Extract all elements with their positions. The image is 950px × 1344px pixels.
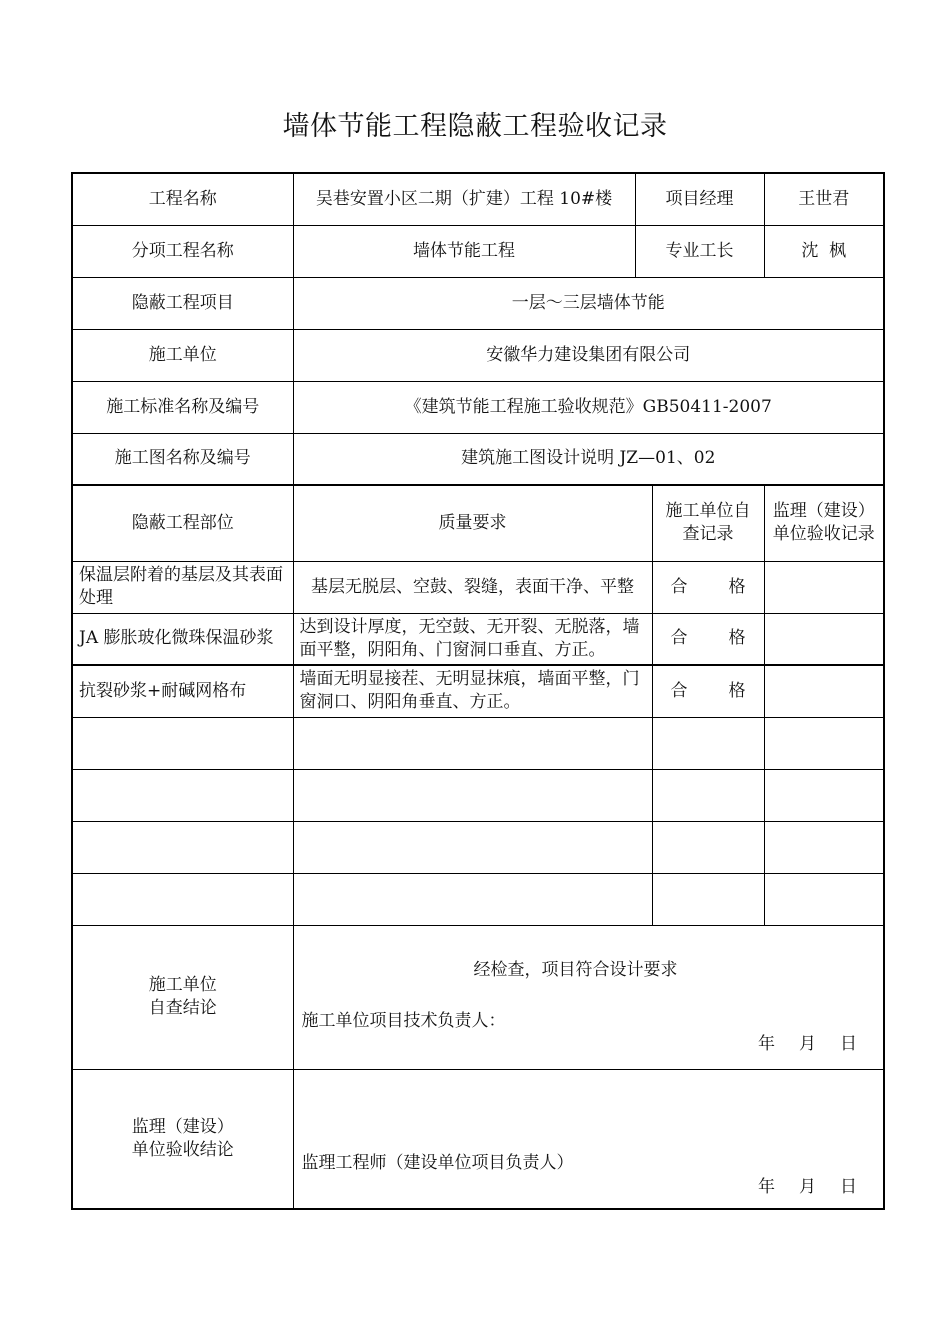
page-title: 墙体节能工程隐蔽工程验收记录	[282, 111, 668, 142]
self-conclusion-statement: 经检查，项目符合设计要求	[473, 960, 678, 980]
row-requirement: 墙面无明显接茬、无明显抹痕，墙面平整，门窗洞口、阴阳角垂直、方正。	[293, 665, 652, 717]
contractor-label: 施工单位	[72, 329, 293, 381]
self-check-char-2: 格	[728, 628, 746, 649]
date-day: 日	[840, 1176, 857, 1197]
empty-row	[72, 873, 884, 925]
row-contractor	[72, 329, 884, 381]
row-concealed-item	[72, 277, 884, 329]
supervision-conclusion-date	[758, 1176, 857, 1199]
self-check-char-1: 合	[670, 628, 688, 649]
empty-row	[72, 769, 884, 821]
self-check-header: 施工单位自查记录	[652, 485, 764, 561]
row-self-check	[652, 665, 764, 717]
row-location: 抗裂砂浆+耐碱网格布	[72, 665, 293, 717]
row-supervision	[764, 665, 884, 717]
self-conclusion-date	[758, 1033, 857, 1056]
supervision-conclusion-body	[293, 1069, 884, 1209]
supervision-conclusion-label	[72, 1069, 293, 1209]
table-row	[72, 561, 884, 613]
self-conclusion-label	[72, 925, 293, 1069]
supervision-conclusion-label-line2: 单位验收结论	[131, 1139, 234, 1160]
row-supervision	[764, 561, 884, 613]
row-self-check	[652, 561, 764, 613]
drawing-label: 施工图名称及编号	[72, 433, 293, 485]
supervision-conclusion-signer: 监理工程师（建设单位项目负责人）	[301, 1152, 574, 1173]
row-location: JA 膨胀玻化微珠保温砂浆	[72, 613, 293, 665]
self-conclusion-signer: 施工单位项目技术负责人：	[301, 1011, 506, 1031]
self-conclusion-label-line2: 自查结论	[148, 998, 217, 1018]
row-drawing	[72, 433, 884, 485]
table-row	[72, 613, 884, 665]
row-requirement: 基层无脱层、空鼓、裂缝，表面干净、平整	[293, 561, 652, 613]
record-table	[71, 172, 885, 1210]
empty-row	[72, 717, 884, 769]
concealed-item-label: 隐蔽工程项目	[72, 277, 293, 329]
concealed-item-value: 一层～三层墙体节能	[293, 277, 884, 329]
row-subitem	[72, 225, 884, 277]
self-conclusion-body	[293, 925, 884, 1069]
row-supervision-conclusion	[72, 1069, 884, 1209]
self-check-char-1: 合	[670, 576, 688, 597]
supervision-conclusion-label-line1: 监理（建设）	[131, 1116, 234, 1137]
row-supervision	[764, 613, 884, 665]
date-year: 年	[758, 1176, 775, 1197]
date-month: 月	[799, 1176, 816, 1197]
standard-label: 施工标准名称及编号	[72, 381, 293, 433]
table-row	[72, 665, 884, 717]
row-self-check	[652, 613, 764, 665]
date-day: 日	[840, 1034, 857, 1054]
manager-value: 王世君	[764, 173, 884, 225]
foreman-label: 专业工长	[635, 225, 764, 277]
row-location: 保温层附着的基层及其表面处理	[72, 561, 293, 613]
self-check-char-1: 合	[670, 680, 688, 701]
date-year: 年	[758, 1034, 775, 1054]
row-requirement: 达到设计厚度，无空鼓、无开裂、无脱落，墙面平整，阴阳角、门窗洞口垂直、方正。	[293, 613, 652, 665]
drawing-value: 建筑施工图设计说明 JZ—01、02	[293, 433, 884, 485]
empty-row	[72, 821, 884, 873]
subitem-label: 分项工程名称	[72, 225, 293, 277]
date-month: 月	[799, 1034, 816, 1054]
contractor-value: 安徽华力建设集团有限公司	[293, 329, 884, 381]
self-check-char-2: 格	[728, 576, 746, 597]
row-self-conclusion	[72, 925, 884, 1069]
self-conclusion-label-line1: 施工单位	[148, 975, 217, 995]
project-name-label: 工程名称	[72, 173, 293, 225]
standard-value: 《建筑节能工程施工验收规范》GB50411-2007	[293, 381, 884, 433]
row-standard	[72, 381, 884, 433]
subitem-value: 墙体节能工程	[293, 225, 635, 277]
project-name-value: 吴巷安置小区二期（扩建）工程 10#楼	[293, 173, 635, 225]
location-header: 隐蔽工程部位	[72, 485, 293, 561]
row-column-headers	[72, 485, 884, 561]
supervision-header: 监理（建设）单位验收记录	[764, 485, 884, 561]
manager-label: 项目经理	[635, 173, 764, 225]
requirement-header: 质量要求	[293, 485, 652, 561]
row-project-name	[72, 173, 884, 225]
foreman-value: 沈 枫	[764, 225, 884, 277]
self-check-char-2: 格	[728, 680, 746, 701]
